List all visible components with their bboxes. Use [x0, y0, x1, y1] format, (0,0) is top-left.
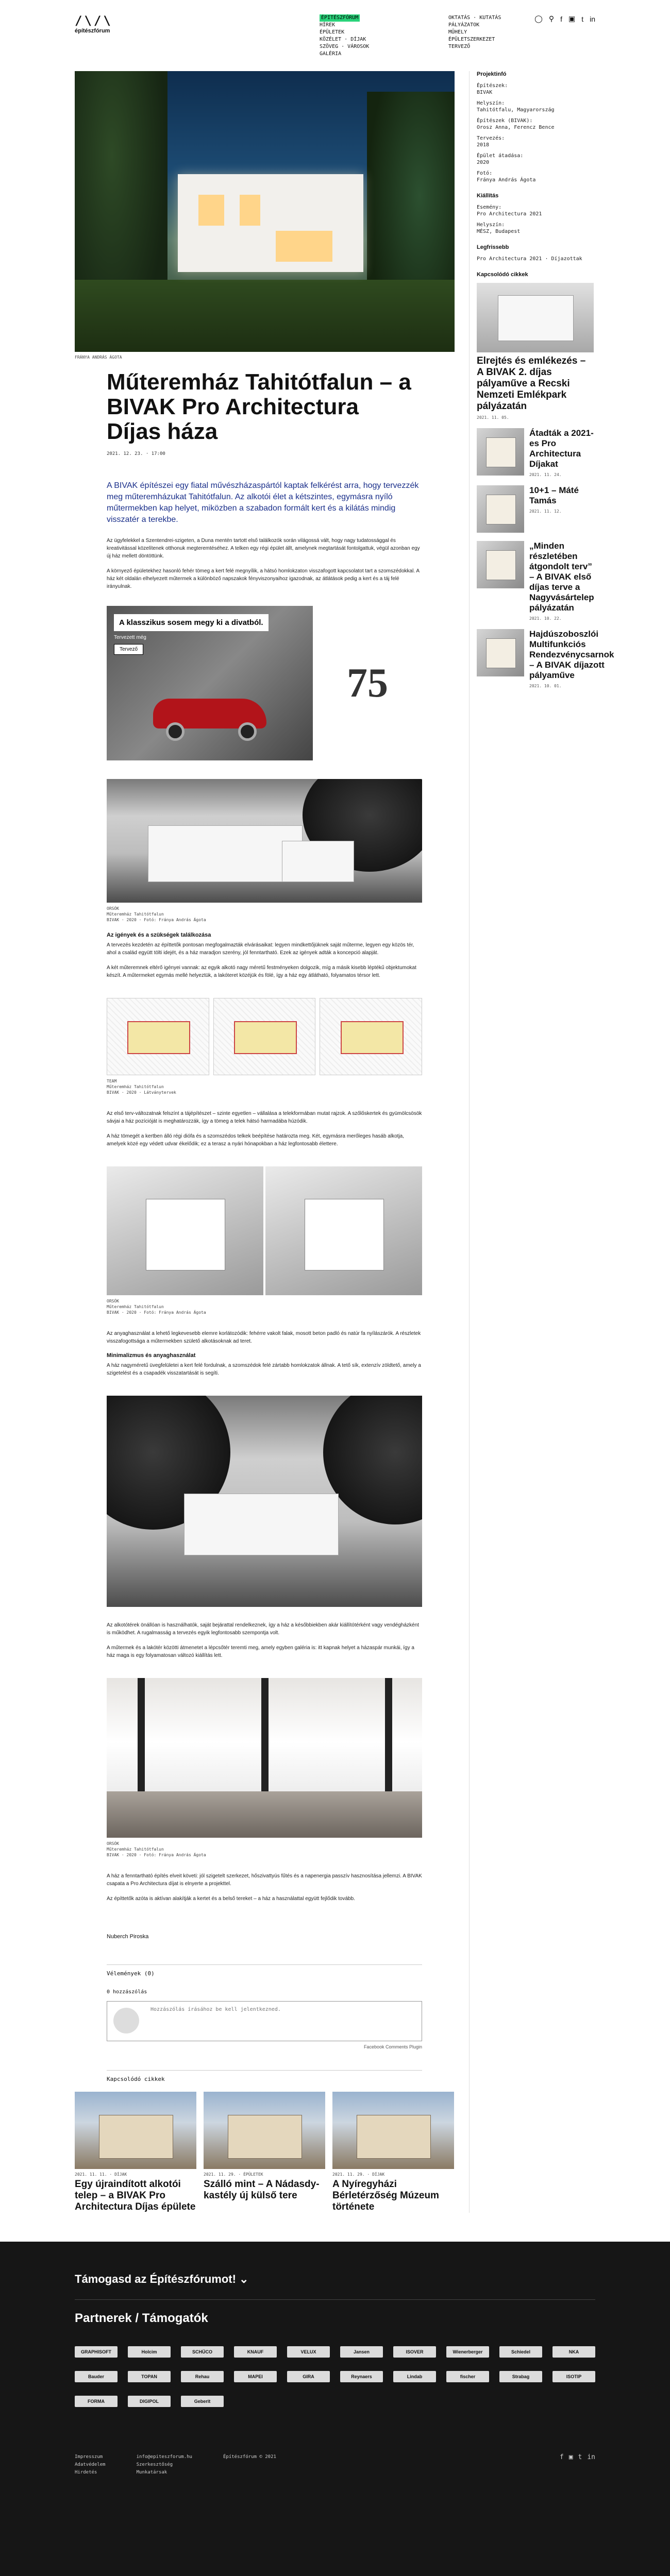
comments-section [107, 1964, 422, 2049]
paragraph: A ház nagyméretű üvegfelületei a kert felé fordulnak, a szomszédok felé zártabb homlokzatok állnak. A tető sík, extenzív zöldtető, amely a szigetelést és a csapadék visszatartását is segíti. [107, 1363, 421, 1376]
nav-item-structure[interactable]: ÉPÜLETSZERKEZET [448, 37, 495, 42]
article-drawings[interactable] [107, 998, 422, 1075]
sidebar-item-image [477, 541, 524, 588]
sidebar-item[interactable] [477, 541, 594, 621]
info-value: 2018 [477, 142, 490, 148]
footer-column [223, 2453, 276, 2477]
article-photo-interior[interactable] [107, 1678, 422, 1838]
comments-label: Vélemények (0) [107, 1964, 422, 1977]
partner-logo[interactable]: MAPEI [234, 2371, 277, 2382]
partner-logo[interactable]: Lindab [393, 2371, 436, 2382]
partner-logo[interactable]: Wienerberger [446, 2346, 489, 2358]
comment-box [107, 2001, 422, 2041]
partner-logo[interactable]: ISOVER [393, 2346, 436, 2358]
sidebar-item-date: 2021. 11. 12. [529, 509, 562, 514]
site-footer [0, 2242, 670, 2576]
sidebar-feature-title: Elrejtés és emlékezés – A BIVAK 2. díjas pályaműve a Recski Nemzeti Emlékpark pályázatán [477, 355, 586, 412]
info-key: Tervezés: [477, 135, 505, 141]
info-key: Helyszín: [477, 100, 505, 106]
info-key: Fotó: [477, 171, 493, 176]
info-value: BIVAK [477, 90, 493, 95]
article-photo-gallery[interactable] [107, 1166, 422, 1295]
latest-heading: Legfrissebb [477, 244, 509, 250]
partner-logo[interactable]: Geberit [181, 2396, 224, 2407]
info-value: Pro Architectura 2021 [477, 211, 542, 217]
sidebar-item-date: 2021. 11. 24. [529, 472, 562, 477]
paragraph: Az ügyfelekkel a Szentendrei-szigeten, a Duna mentén tartott első találkozók során világossá vált, hogy nagy tudatossággal és kreativitással közelítenek otthonuk megteremtéséhez. A telken egy régi épület állt, amelynek megtartását fontolgattuk, végül azonban egy új ház mellett döntöttünk. [107, 538, 420, 559]
more-info [477, 193, 594, 235]
footer-column [75, 2453, 106, 2477]
footer-link[interactable]: Építészfórum © 2021 [223, 2454, 276, 2460]
footer-link[interactable]: Adatvédelem [75, 2462, 106, 2467]
footer-link[interactable]: Hirdetés [75, 2470, 97, 2475]
related-title: A Nyíregyházi Bérletérzőség Múzeum története [332, 2179, 439, 2212]
nav-item-education[interactable]: OKTATÁS · KUTATÁS [448, 15, 501, 21]
article-body-7 [107, 1872, 422, 1903]
article-body-2 [107, 941, 422, 979]
hero-image [75, 71, 455, 352]
info-value: Fránya András Ágota [477, 177, 536, 183]
article-main [75, 71, 455, 2213]
twitter-icon[interactable]: t [578, 2453, 582, 2461]
subhead: Minimalizmus és anyaghasználat [107, 1352, 196, 1359]
footer-bottom [75, 2453, 595, 2477]
content-wrapper [0, 71, 670, 2213]
footer-column [137, 2453, 192, 2477]
partner-logo[interactable]: Rehau [181, 2371, 224, 2382]
info-key: Esemény: [477, 205, 502, 210]
hero-caption: FRÁNYA ANDRÁS ÁGOTA [75, 355, 122, 360]
partner-logo[interactable]: Schiedel [499, 2346, 542, 2358]
paragraph: A műtermek és a lakótér közötti átmenetet a lépcsőtér teremti meg, amely egyben galéria is: itt kapnak helyet a házaspár munkái, így a ház maga is egy folyamatosan változó kiállítás lett. [107, 1645, 414, 1658]
latest-text[interactable]: Pro Architectura 2021 · Díjazottak [477, 256, 582, 262]
linkedin-icon[interactable]: in [587, 2453, 595, 2461]
footer-link[interactable]: Impresszum [75, 2454, 103, 2460]
header-icons [534, 14, 595, 23]
partner-logo[interactable]: Bauder [75, 2371, 118, 2382]
paragraph: Az építtetők azóta is aktívan alakítják a kertet és a belső tereket – a ház a használattal együtt fejlődik tovább. [107, 1896, 355, 1902]
partner-logo[interactable]: DIGIPOL [128, 2396, 171, 2407]
partner-logo[interactable]: NKA [552, 2346, 595, 2358]
article-date: 2021. 12. 23. · 17:00 [107, 451, 165, 456]
instagram-icon[interactable]: ▣ [568, 14, 576, 23]
facebook-icon[interactable]: f [560, 14, 562, 23]
nav-item-text[interactable]: SZÖVEG · VÁROSOK [320, 44, 370, 49]
article-title: Műteremház Tahitótfalun – a BIVAK Pro Architectura Díjas háza [107, 369, 411, 444]
ad-badge: 75 [347, 660, 388, 706]
footer-social [560, 2453, 595, 2477]
footer-links [75, 2453, 276, 2477]
related-meta: 2021. 11. 29. · DÍJAK [332, 2172, 385, 2177]
info-key: Helyszín: [477, 222, 505, 228]
article-photo-night[interactable] [107, 1396, 422, 1607]
comment-input[interactable] [145, 2002, 422, 2041]
linkedin-icon[interactable]: in [590, 14, 595, 23]
logo-mark: /\/\ [75, 13, 113, 28]
sidebar-feature-date: 2021. 11. 05. [477, 415, 509, 420]
related-thumb [204, 2092, 325, 2169]
paragraph: A ház tömegét a kertben álló régi diófa és a szomszédos telkek beépítése határozta meg. Két, egymásra merőleges hasáb alkotja, amelyek közé egy védett udvar ékelődik; ez a terasz a nyári hónapokban a ház legfontosabb élettere. [107, 1133, 404, 1147]
sidebar-item[interactable] [477, 428, 594, 477]
sidebar [469, 71, 614, 2213]
partner-logo[interactable]: GIRA [287, 2371, 330, 2382]
partner-logo[interactable]: FORMA [75, 2396, 118, 2407]
partner-logo[interactable]: fischer [446, 2371, 489, 2382]
related-articles [75, 2070, 455, 2213]
more-info-heading: Kiállítás [477, 193, 499, 199]
nav-item-competitions[interactable]: PÁLYÁZATOK [448, 22, 480, 28]
sidebar-feature[interactable] [477, 283, 594, 420]
article-body-3 [107, 1110, 422, 1148]
partner-logo[interactable]: ISOTIP [552, 2371, 595, 2382]
partner-logo[interactable]: KNAUF [234, 2346, 277, 2358]
sidebar-item-title: 10+1 – Máté Tamás [529, 485, 579, 505]
partner-logo[interactable]: Jansen [340, 2346, 383, 2358]
partner-logo[interactable]: TOPAN [128, 2371, 171, 2382]
sidebar-item-date: 2021. 10. 22. [529, 616, 562, 621]
sidebar-feature-image [477, 283, 594, 352]
partner-logo[interactable]: Holcim [128, 2346, 171, 2358]
primary-nav [320, 14, 369, 58]
sidebar-item-image [477, 485, 524, 533]
user-icon[interactable]: ◯ [534, 14, 543, 23]
related-title: Szálló mint – A Nádasdy-kastély új külső tere [204, 2179, 320, 2201]
info-value: Tahitótfalu, Magyarország [477, 107, 555, 113]
paragraph: A két műteremnek eltérő igényei vannak: az egyik alkotó nagy méretű festményeken dolgozik, míg a másik kisebb léptékű objektumokat készít. A műtermeket egymás mellé helyeztük, a lakóteret közéjük és fölé, így a ház egy átlátható, folyamatos térsor lett. [107, 965, 416, 978]
paragraph: Az első terv-változatnak felszínt a tájépítészet – szinte egyetlen – vállalása a telekformában mutat rajzok. A szőlőskertek és gyümölcsösök sávjai a ház pozícióját is meghatározzák, így a tömeg a telek hátsó harmadába húzódik. [107, 1111, 422, 1124]
paragraph: Az anyaghasználat a lehető legkevesebb elemre korlátozódik: fehérre vakolt falak, mosott beton padló és natúr fa nyílászárók. A részletek visszafogottsága a műtermekben születő alkotásoknak ad teret. [107, 1331, 421, 1344]
project-info-heading: Projektinfó [477, 71, 507, 77]
article-lead: A BIVAK építészei egy fiatal művészházaspártól kaptak felkérést arra, hogy tervezzék meg műteremházukat Tahitótfalun. Az alkotói élet a kétszintes, egymásra nyíló műtermekben kap helyet, miközben a szabadon formált kert és a kilátás mindig visszatér a terekbe. [107, 481, 419, 524]
related-card[interactable] [332, 2092, 454, 2213]
paragraph: A ház a fenntartható építés elveit követi: jól szigetelt szerkezet, hőszivattyús fűtés és a napenergia passzív hasznosítása jellemzi. A BIVAK csapata a Pro Architectura díjat is elnyerte a projekttel. [107, 1873, 422, 1887]
article-body-6 [107, 1621, 422, 1659]
info-key: Épület átadása: [477, 153, 524, 159]
sidebar-item-image [477, 629, 524, 676]
ad-subtext: Tervezett még [114, 635, 146, 640]
support-link[interactable] [75, 2273, 595, 2286]
sidebar-item-title: Hajdúszoboszlói Multifunkciós Rendezvénycsarnok – A BIVAK díjazott pályaműve [529, 629, 614, 680]
info-key: Építészek (BIVAK): [477, 118, 533, 124]
sidebar-item[interactable] [477, 485, 594, 533]
related-meta: 2021. 11. 29. · ÉPÜLETEK [204, 2172, 263, 2177]
nav-item-gallery[interactable]: GALÉRIA [320, 51, 342, 57]
article-body-4 [107, 1330, 422, 1345]
sidebar-item-title: Átadták a 2021-es Pro Architectura Díjakat [529, 428, 594, 469]
search-icon[interactable]: ⚲ [548, 14, 555, 23]
photo-caption: ORSÓK Műteremház Tahitótfalun BIVAK · 2020 · Fotó: Fránya András Ágota [107, 906, 206, 922]
site-logo[interactable] [75, 14, 113, 34]
partner-logos [75, 2346, 595, 2407]
footer-link[interactable]: info@epiteszforum.hu [136, 2454, 192, 2460]
nav-item-designer[interactable]: TERVEZŐ [448, 44, 471, 49]
avatar [113, 2008, 139, 2033]
article-author: Nuberch Piroska [107, 1934, 149, 1940]
sidebar-related [477, 272, 614, 688]
sidebar-item-date: 2021. 10. 01. [529, 684, 562, 688]
related-card[interactable] [75, 2092, 196, 2213]
partner-logo[interactable]: GRAPHISOFT [75, 2346, 118, 2358]
nav-item-highlight[interactable]: ÉPITÉSZFÓRUM [320, 14, 360, 22]
sidebar-item-title: „Minden részletében átgondolt terv” – A BIVAK első díjas terve a Nagyvásártelep pályázatán [529, 541, 594, 613]
sidebar-item[interactable] [477, 629, 614, 688]
comments-count: 0 hozzászólás [107, 1989, 147, 1995]
partner-logo[interactable]: Reynaers [340, 2371, 383, 2382]
project-info [477, 71, 594, 183]
nav-item-buildings[interactable]: ÉPÜLETEK [320, 29, 345, 35]
related-card[interactable] [204, 2092, 325, 2213]
latest [477, 244, 594, 262]
comments-plugin-label: Facebook Comments Plugin [363, 2044, 422, 2049]
logo-text: építészfórum [75, 28, 110, 34]
paragraph: A környező épületekhez hasonló fehér tömeg a kert felé megnyílik, a hátsó homlokzaton visszafogott kapcsolatot tart a szomszédokkal. A ház két oldalán elhelyezett műtermek a különböző napszakok fényviszonyaihoz igazodnak, az átlátások pedig a kert és a táj felé irányulnak. [107, 568, 420, 589]
paragraph: A tervezés kezdetén az építtetők pontosan megfogalmazták elvárásaikat: legyen mindkettőjüknek saját műterme, legyen egy közös tér, ahol a család együtt tölti idejét, és a ház maradjon szerény, jól fenntartható. Ezek az igények adták a koncepció alapját. [107, 942, 414, 956]
sidebar-related-heading: Kapcsolódó cikkek [477, 272, 528, 278]
related-title: Egy újraindított alkotói telep – a BIVAK Pro Architectura Díjas épülete [75, 2179, 196, 2212]
subhead: Az igények és a szükségek találkozása [107, 932, 211, 938]
ad-button[interactable]: Tervező [114, 644, 143, 655]
nav-item-public[interactable]: KÖZÉLET · DÍJAK [320, 37, 366, 42]
nav-item-news[interactable]: HÍREK [320, 22, 336, 28]
partner-logo[interactable]: Strabag [499, 2371, 542, 2382]
facebook-icon[interactable]: f [559, 2453, 564, 2461]
partner-logo[interactable]: SCHÜCO [181, 2346, 224, 2358]
chevron-down-icon: ⌄ [239, 2273, 249, 2285]
related-thumb [332, 2092, 454, 2169]
support-label: Támogasd az Építészfórumot! [75, 2273, 236, 2285]
info-value: 2020 [477, 160, 490, 165]
info-value: Orosz Anna, Ferencz Bence [477, 125, 555, 130]
sidebar-item-image [477, 428, 524, 476]
secondary-nav [448, 14, 501, 50]
nav-item-workshop[interactable]: MŰHELY [448, 29, 467, 35]
paragraph: Az alkotótérek önállóan is használhatók, saját bejárattal rendelkeznek, így a ház a későbbiekben akár kiállítótérként vagy vendégházként is működhet. A rugalmasság a tervezés egyik legfontosabb szempontja volt. [107, 1622, 419, 1636]
instagram-icon[interactable]: ▣ [568, 2453, 573, 2461]
article-photo-exterior[interactable] [107, 779, 422, 903]
info-value: MÉSZ, Budapest [477, 229, 521, 234]
advertisement[interactable] [107, 606, 422, 760]
info-key: Építészek: [477, 83, 508, 89]
photo-caption: ORSÓK Műteremház Tahitótfalun BIVAK · 2020 · Fotó: Fránya András Ágota [107, 1841, 206, 1857]
related-heading: Kapcsolódó cikkek [107, 2070, 422, 2082]
footer-link[interactable]: Munkatársak [136, 2470, 167, 2475]
twitter-icon[interactable]: t [581, 14, 584, 23]
related-meta: 2021. 11. 11. · DÍJAK [75, 2172, 127, 2177]
article-body-1 [107, 537, 422, 590]
partner-logo[interactable]: VELUX [287, 2346, 330, 2358]
footer-link[interactable]: Szerkesztőség [136, 2462, 173, 2467]
partners-heading: Partnerek / Támogatók [75, 2299, 595, 2326]
related-thumb [75, 2092, 196, 2169]
ad-headline: A klasszikus sosem megy ki a divatból. [114, 614, 269, 631]
photo-caption: TEAM Műteremház Tahitótfalun BIVAK · 2020 · Látványtervek [107, 1079, 176, 1095]
photo-caption: ORSÓK Műteremház Tahitótfalun BIVAK · 2020 · Fotó: Fránya András Ágota [107, 1299, 206, 1315]
article-body-5 [107, 1362, 422, 1377]
site-header [0, 0, 670, 71]
